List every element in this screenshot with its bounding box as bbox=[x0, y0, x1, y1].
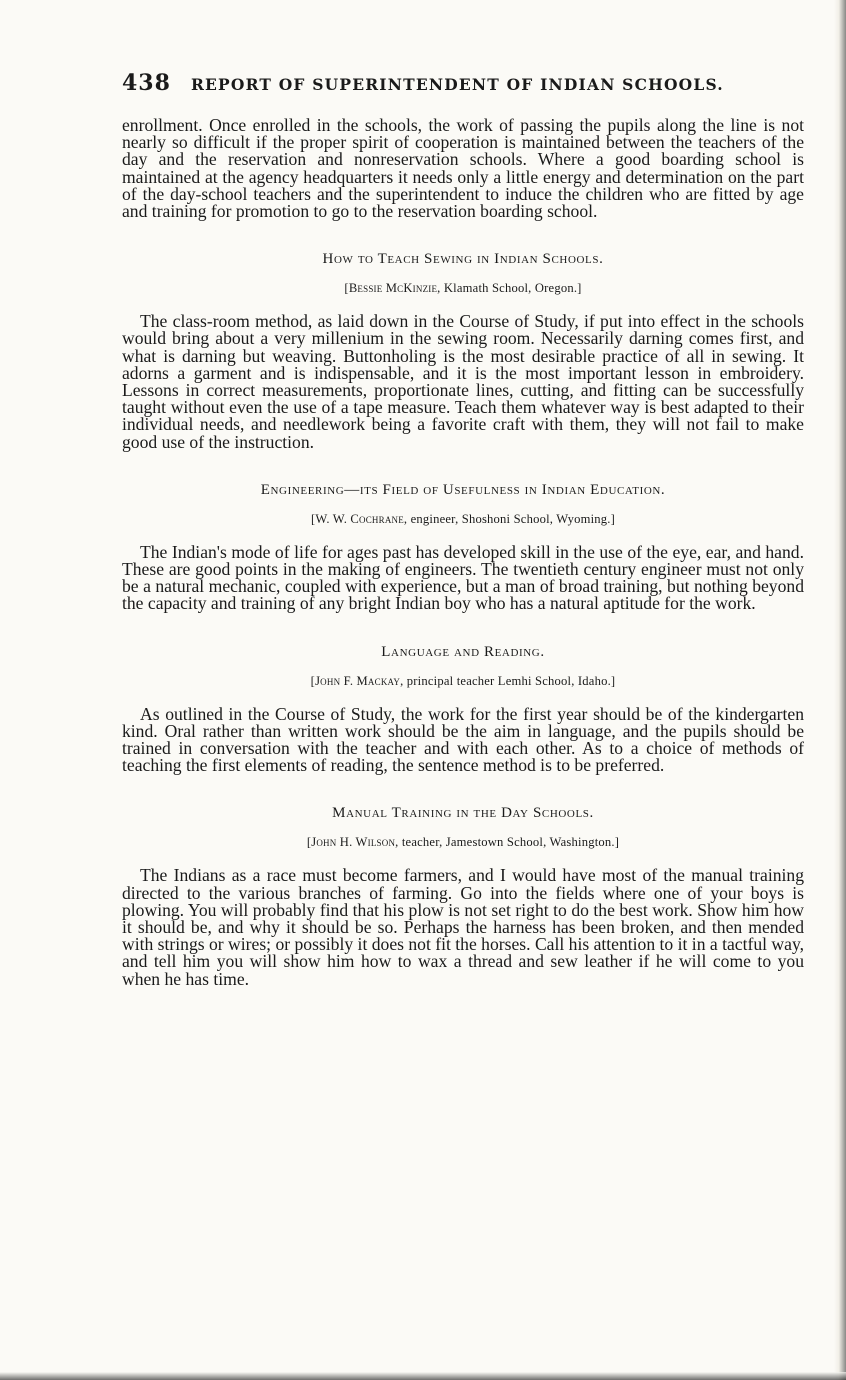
section-byline bbox=[122, 281, 804, 296]
section-title: Manual Training in the Day Schools. bbox=[332, 805, 594, 822]
running-head: REPORT OF SUPERINTENDENT OF INDIAN SCHOOLS. bbox=[190, 75, 724, 94]
byline-rest: , principal teacher Lemhi School, Idaho.] bbox=[400, 673, 616, 688]
section-title: Engineering—its Field of Usefulness in Indian Education. bbox=[260, 481, 666, 498]
page-edge-shadow bbox=[834, 0, 846, 1380]
section-title: How to Teach Sewing in Indian Schools. bbox=[322, 251, 604, 268]
byline-open: [ bbox=[306, 835, 312, 850]
section-manual-training bbox=[122, 805, 804, 987]
section-body: The Indians as a race must become farmers, and I would have most of the manual training directed to the various branches of farming. Go into the fields where one of your boys is plowing. You will probably find that his plow is not set right to do the best work. Show him how it should be, and why it should be so. Perhaps the harness has been broken, and then mended with strings or wires; or possibly it does not fit the horses. Call his attention to it in a tactful way, and tell him you will show him how to wax a thread and sew leather if he will come to you when he has time. bbox=[122, 865, 804, 989]
section-sewing bbox=[122, 251, 804, 451]
byline-author: W. W. Cochrane bbox=[315, 511, 404, 526]
page-content bbox=[122, 117, 804, 988]
section-engineering bbox=[122, 482, 804, 613]
section-language-reading bbox=[122, 644, 804, 775]
section-byline bbox=[122, 674, 804, 689]
page-bottom-edge bbox=[0, 1372, 846, 1380]
page-header bbox=[122, 70, 802, 96]
byline-author: John H. Wilson bbox=[311, 835, 396, 850]
byline-rest: , engineer, Shoshoni School, Wyoming.] bbox=[403, 511, 616, 526]
byline-open: [ bbox=[310, 511, 316, 526]
section-byline bbox=[122, 512, 804, 527]
section-body: The class-room method, as laid down in the Course of Study, if put into effect in the schools would bring about a very millenium in the sewing room. Necessarily darning comes first, and what is darning but weaving. Buttonholing is the most desirable practice of all in sewing. It adorns a garment and is indispensable, and it is the most important lesson in embroidery. Lessons in correct measurements, proportionate lines, cutting, and fitting can be successfully taught without even the use of a tape measure. Teach them whatever way is best adapted to their individual needs, and needlework being a favorite craft with them, they will not fail to make good use of the instruction. bbox=[122, 311, 804, 452]
byline-author: John F. Mackay bbox=[315, 673, 401, 688]
byline-rest: , Klamath School, Oregon.] bbox=[437, 281, 582, 296]
section-title: Language and Reading. bbox=[381, 643, 545, 660]
page-number: 438 bbox=[122, 70, 171, 96]
section-body: As outlined in the Course of Study, the work for the first year should be of the kindergarten kind. Oral rather than written work should be the aim in language, and the pupils should be trained in conversation with the teacher and with each other. As to a choice of methods of teaching the first elements of reading, the sentence method is to be preferred. bbox=[122, 703, 804, 776]
byline-rest: , teacher, Jamestown School, Washington.] bbox=[395, 835, 620, 850]
byline-open: [ bbox=[310, 673, 316, 688]
byline-author: Bessie McKinzie bbox=[348, 281, 438, 296]
section-byline bbox=[122, 835, 804, 850]
intro-paragraph: enrollment. Once enrolled in the schools, the work of passing the pupils along the line is not nearly so difficult if the proper spirit of cooperation is maintained between the teachers of the day and the reservation and nonreservation schools. Where a good boarding school is maintained at the agency headquarters it needs only a little energy and determination on the part of the day-school teachers and the superintendent to induce the children who are fitted by age and training for promotion to go to the reservation boarding school. bbox=[122, 115, 804, 222]
section-body: The Indian's mode of life for ages past has developed skill in the use of the eye, ear, and hand. These are good points in the making of engineers. The twentieth century engineer must not only be a natural mechanic, coupled with experience, but a man of broad training, but nothing beyond the capacity and training of any bright Indian boy who has a natural aptitude for the work. bbox=[122, 541, 804, 614]
byline-open: [ bbox=[344, 281, 349, 296]
